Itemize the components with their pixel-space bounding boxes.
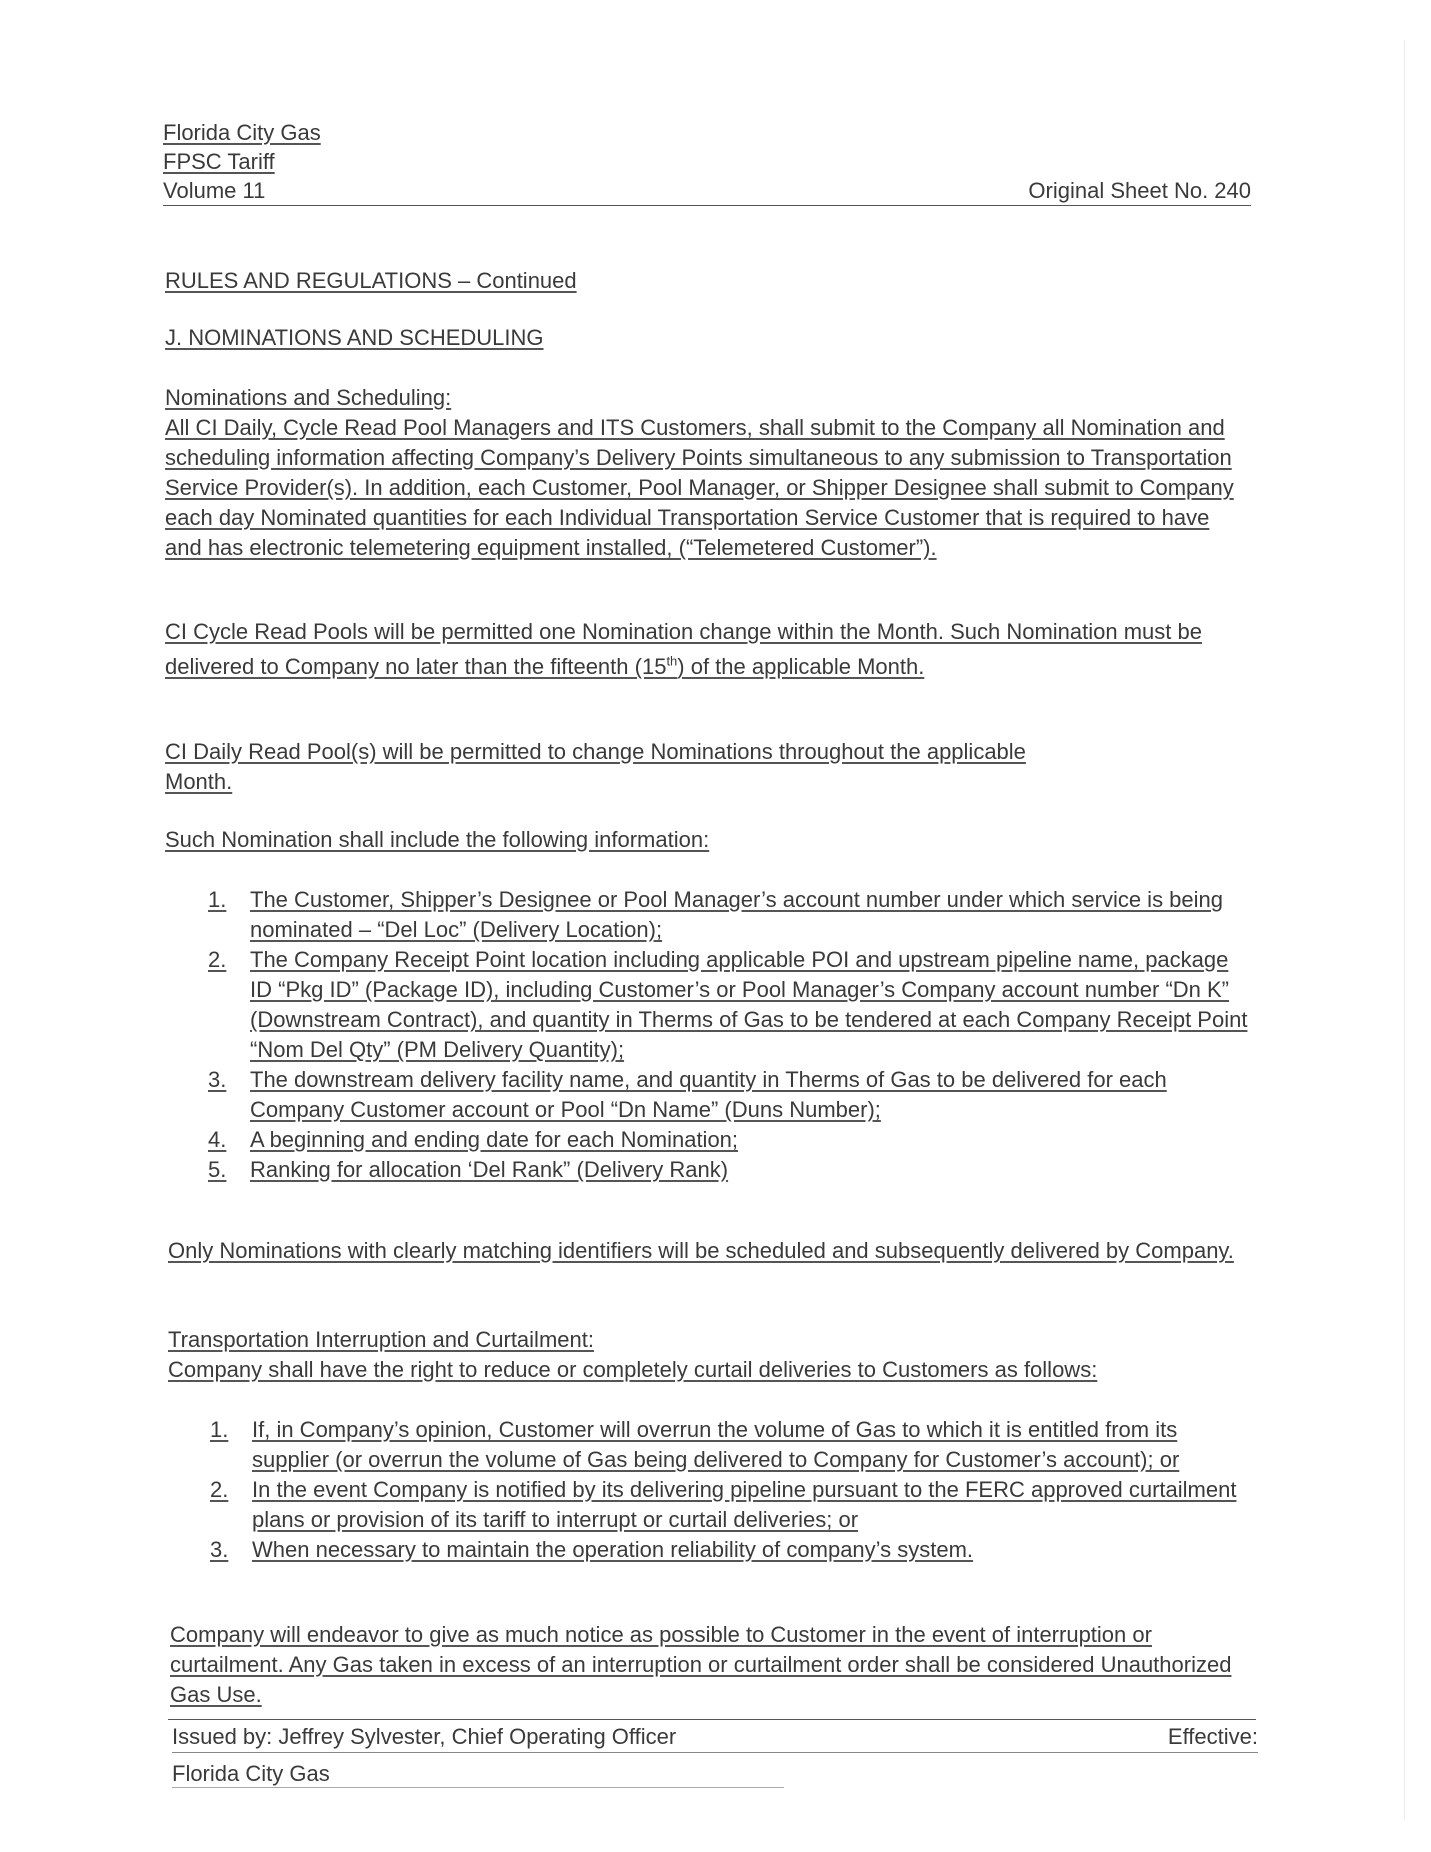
daily-read-paragraph: CI Daily Read Pool(s) will be permitted to change Nominations throughout the applicable Month. xyxy=(165,739,1026,794)
list-item: 5. Ranking for allocation ‘Del Rank” (Delivery Rank) xyxy=(208,1157,729,1182)
curtailment-list xyxy=(210,1415,1250,1565)
list-item: 2. The Company Receipt Point location including applicable POI and upstream pipeline name, package ID “Pkg ID” (Package ID), including Customer’s or Pool Manager’s Company account number “Dn K” (Downstream Contract), and quantity in Therms of Gas to be tendered at each Company Receipt Point “Nom Del Qty” (PM Delivery Quantity); xyxy=(208,947,1248,1062)
notice-paragraph: Company will endeavor to give as much notice as possible to Customer in the event of interruption or curtailment. Any Gas taken in excess of an interruption or curtailment order shall be considered Unauthorized Gas Use. xyxy=(170,1622,1232,1707)
list-item: 4. A beginning and ending date for each Nomination; xyxy=(208,1127,739,1152)
document-header xyxy=(163,118,1251,206)
cycle-read-paragraph: CI Cycle Read Pools will be permitted one Nomination change within the Month. Such Nomination must be delivered to Company no later than the fifteenth (15th) of the applicable Month. xyxy=(165,619,1202,680)
footer-effective: Effective: xyxy=(1167,1724,1258,1749)
nominations-paragraph xyxy=(165,383,1245,563)
scan-edge-mark xyxy=(1404,40,1405,1820)
header-sheet-number: Original Sheet No. 240 xyxy=(1028,178,1251,203)
list-item: 3. The downstream delivery facility name, and quantity in Therms of Gas to be delivered for each Company Customer account or Pool “Dn Name” (Duns Number); xyxy=(208,1067,1167,1122)
matching-identifiers-paragraph: Only Nominations with clearly matching identifiers will be scheduled and subsequently delivered by Company. xyxy=(168,1238,1234,1263)
header-company: Florida City Gas xyxy=(163,120,321,145)
nomination-info-intro: Such Nomination shall include the following information: xyxy=(165,827,710,852)
curtailment-heading: Transportation Interruption and Curtailment: xyxy=(168,1327,594,1352)
document-footer xyxy=(172,1722,1258,1753)
footer-company: Florida City Gas xyxy=(172,1761,330,1786)
curtailment-intro: Company shall have the right to reduce or completely curtail deliveries to Customers as follows: xyxy=(168,1357,1098,1382)
list-item: 3. When necessary to maintain the operation reliability of company’s system. xyxy=(210,1537,974,1562)
footer-company-rule xyxy=(172,1787,784,1788)
list-item: 1. If, in Company’s opinion, Customer will overrun the volume of Gas to which it is entitled from its supplier (or overrun the volume of Gas being delivered to Company for Customer’s account); or xyxy=(210,1417,1180,1472)
curtailment-paragraph xyxy=(168,1325,1263,1385)
footer-issued-by: Issued by: Jeffrey Sylvester, Chief Operating Officer xyxy=(172,1724,677,1749)
nomination-info-list xyxy=(208,885,1253,1185)
nominations-heading: Nominations and Scheduling: xyxy=(165,385,452,410)
footer-divider xyxy=(168,1719,1256,1720)
list-item: 1. The Customer, Shipper’s Designee or Pool Manager’s account number under which service is being nominated – “Del Loc” (Delivery Location); xyxy=(208,887,1224,942)
header-volume: Volume 11 xyxy=(163,178,266,203)
nominations-body: All CI Daily, Cycle Read Pool Managers and ITS Customers, shall submit to the Company all Nomination and scheduling information affecting Company’s Delivery Points simultaneous to any submission to Transportation Service Provider(s). In addition, each Customer, Pool Manager, or Shipper Designee shall submit to Company each day Nominated quantities for each Individual Transportation Service Customer that is required to have and has electronic telemetering equipment installed, (“Telemetered Customer”). xyxy=(165,415,1234,560)
header-tariff: FPSC Tariff xyxy=(163,149,275,174)
list-item: 2. In the event Company is notified by its delivering pipeline pursuant to the FERC approved curtailment plans or provision of its tariff to interrupt or curtail deliveries; or xyxy=(210,1477,1237,1532)
header-volume-row xyxy=(163,176,1251,206)
subsection-title: J. NOMINATIONS AND SCHEDULING xyxy=(165,325,544,350)
section-title: RULES AND REGULATIONS – Continued xyxy=(165,268,577,293)
